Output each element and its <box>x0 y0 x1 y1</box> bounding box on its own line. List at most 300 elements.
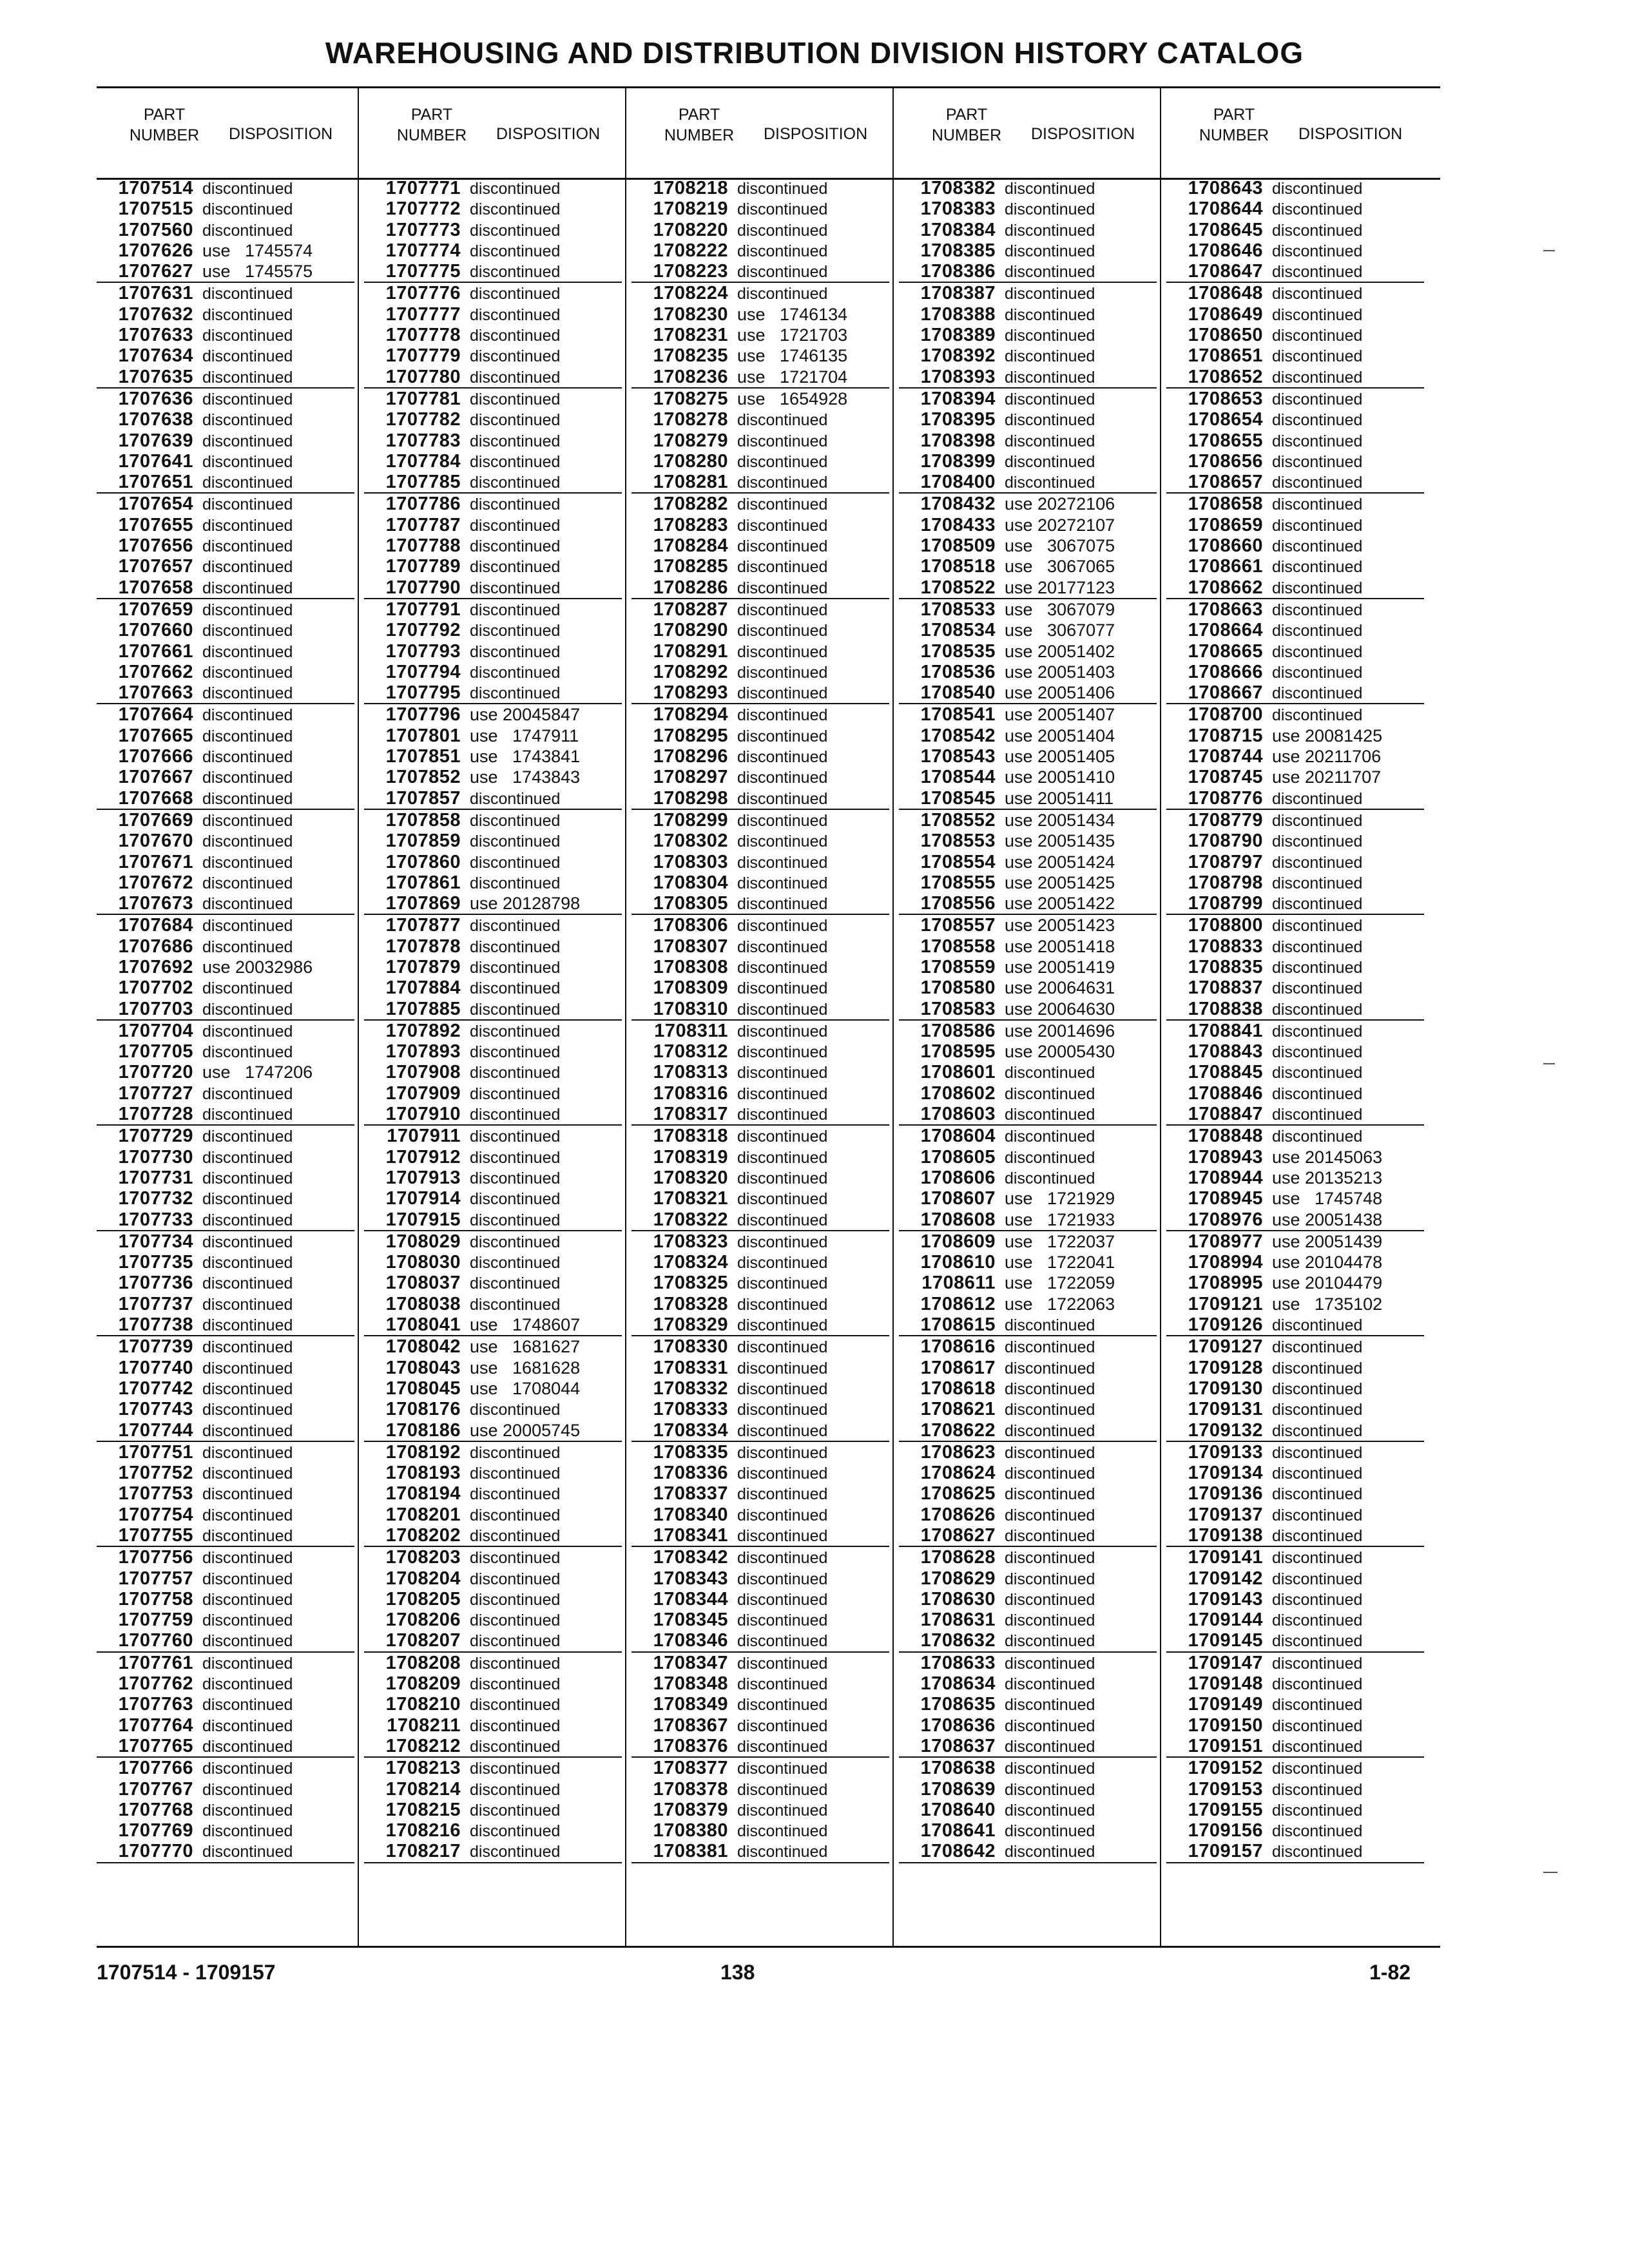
part-number: 1708231 <box>653 325 728 346</box>
part-number: 1708176 <box>385 1399 461 1420</box>
table-row <box>97 1231 354 1252</box>
disposition: discontinued <box>202 663 293 682</box>
disposition: use 1746134 <box>737 304 848 324</box>
table-row <box>1166 1463 1424 1483</box>
table-row <box>364 240 622 261</box>
part-number: 1708230 <box>653 303 728 325</box>
part-number: 1708038 <box>385 1293 461 1314</box>
table-row <box>631 788 889 810</box>
disposition: discontinued <box>1272 811 1363 830</box>
disposition: discontinued <box>1005 432 1095 450</box>
table-row <box>899 1715 1157 1736</box>
disposition: discontinued <box>1005 1654 1095 1673</box>
part-number: 1708557 <box>920 915 996 936</box>
disposition: discontinued <box>737 1064 828 1082</box>
part-number: 1708325 <box>653 1273 728 1294</box>
table-row <box>631 1147 889 1168</box>
table-row <box>631 831 889 851</box>
part-number: 1707911 <box>387 1126 461 1147</box>
disposition: discontinued <box>1272 622 1363 640</box>
disposition: discontinued <box>202 706 293 725</box>
disposition: discontinued <box>470 832 561 851</box>
part-number-header <box>383 104 480 146</box>
disposition: discontinued <box>737 601 828 619</box>
part-number: 1708292 <box>653 661 728 682</box>
table-row <box>631 1800 889 1820</box>
table-row <box>899 1062 1157 1082</box>
table-row <box>631 1694 889 1715</box>
part-number: 1707878 <box>385 936 461 957</box>
table-row <box>1166 283 1424 303</box>
table-row <box>899 1252 1157 1273</box>
disposition: use 1745574 <box>202 240 313 260</box>
part-number: 1707658 <box>118 577 193 598</box>
disposition: discontinued <box>1272 1465 1363 1483</box>
part-number: 1707720 <box>118 1062 193 1083</box>
table-row <box>97 345 354 366</box>
disposition: discontinued <box>737 1190 828 1209</box>
part-number: 1707654 <box>118 494 193 515</box>
table-row <box>899 872 1157 893</box>
disposition: discontinued <box>1272 1064 1363 1082</box>
table-row <box>364 220 622 240</box>
part-number: 1708294 <box>653 704 728 726</box>
part-number: 1708029 <box>385 1231 461 1252</box>
part-number: 1709157 <box>1188 1841 1263 1862</box>
table-row <box>899 430 1157 451</box>
disposition-header: DISPOSITION <box>1031 125 1135 143</box>
part-number: 1708583 <box>920 998 996 1019</box>
part-number: 1707758 <box>118 1588 193 1610</box>
part-number: 1708304 <box>653 872 728 893</box>
column-rows <box>899 178 1157 1863</box>
part-number: 1708846 <box>1188 1082 1263 1104</box>
table-row <box>631 1399 889 1419</box>
disposition: discontinued <box>202 895 293 914</box>
table-row <box>1166 1294 1424 1314</box>
part-number: 1708634 <box>920 1673 996 1695</box>
catalog-column <box>899 86 1163 1862</box>
part-number: 1708394 <box>920 388 996 409</box>
table-row <box>899 1231 1157 1252</box>
disposition: discontinued <box>202 1696 293 1715</box>
table-row <box>899 345 1157 366</box>
table-row <box>1166 1104 1424 1126</box>
table-row <box>631 1209 889 1231</box>
part-number: 1708037 <box>385 1273 461 1294</box>
table-row <box>631 1589 889 1610</box>
table-row <box>97 367 354 389</box>
part-number: 1708388 <box>920 303 996 325</box>
disposition: discontinued <box>470 642 561 661</box>
part-number: 1708615 <box>920 1314 996 1336</box>
part-number: 1708649 <box>1188 303 1263 325</box>
part-number: 1707634 <box>118 345 193 367</box>
disposition: discontinued <box>1272 706 1363 725</box>
part-number: 1709150 <box>1188 1715 1263 1736</box>
table-row <box>97 1694 354 1715</box>
part-number: 1708323 <box>653 1231 728 1252</box>
disposition: discontinued <box>1005 1485 1095 1504</box>
part-number: 1708666 <box>1188 661 1263 682</box>
table-row <box>899 957 1157 977</box>
table-row <box>1166 1568 1424 1589</box>
part-header-line1: PART <box>143 106 186 124</box>
table-row <box>364 641 622 662</box>
table-row <box>1166 178 1424 198</box>
table-row <box>364 1420 622 1442</box>
disposition: discontinued <box>470 221 561 240</box>
table-row <box>899 178 1157 198</box>
part-number: 1707765 <box>118 1735 193 1756</box>
disposition: discontinued <box>737 1254 828 1273</box>
disposition: discontinued <box>1005 411 1095 430</box>
part-number: 1708533 <box>920 599 996 620</box>
disposition: discontinued <box>470 1527 561 1545</box>
table-row <box>97 535 354 556</box>
part-number: 1708290 <box>653 620 728 641</box>
disposition: discontinued <box>202 1190 293 1209</box>
part-number: 1707670 <box>118 831 193 852</box>
table-row <box>364 662 622 682</box>
table-row <box>631 999 889 1021</box>
table-row <box>1166 304 1424 325</box>
table-row <box>1166 1273 1424 1293</box>
part-number: 1707673 <box>118 893 193 914</box>
disposition: discontinued <box>470 1696 561 1715</box>
disposition: use 20272107 <box>1005 515 1115 535</box>
part-number: 1708654 <box>1188 409 1263 430</box>
table-row <box>631 767 889 787</box>
disposition: discontinued <box>202 1359 293 1378</box>
table-row <box>899 304 1157 325</box>
part-number: 1707631 <box>118 283 193 304</box>
table-row <box>899 1420 1157 1442</box>
table-row <box>899 220 1157 240</box>
table-row <box>97 1126 354 1146</box>
part-number-header <box>918 104 1015 146</box>
table-row <box>631 1820 889 1841</box>
disposition: discontinued <box>1005 1379 1095 1398</box>
table-row <box>364 1568 622 1589</box>
disposition: discontinued <box>470 917 561 936</box>
part-number: 1708610 <box>920 1252 996 1273</box>
column-divider <box>358 86 359 1946</box>
table-row <box>899 1399 1157 1419</box>
part-number: 1708336 <box>653 1463 728 1484</box>
table-row <box>631 957 889 977</box>
table-row <box>364 1820 622 1841</box>
table-row <box>899 1273 1157 1293</box>
part-number: 1708389 <box>920 325 996 346</box>
table-row <box>899 1630 1157 1652</box>
part-number: 1708298 <box>653 787 728 809</box>
table-row <box>899 1021 1157 1041</box>
part-number: 1708534 <box>920 620 996 641</box>
table-row <box>364 1841 622 1863</box>
disposition: discontinued <box>737 1379 828 1398</box>
disposition: discontinued <box>470 1401 561 1419</box>
disposition: discontinued <box>470 1675 561 1694</box>
margin-mark <box>1543 250 1555 251</box>
table-row <box>97 893 354 915</box>
disposition: discontinued <box>1272 1590 1363 1609</box>
disposition: discontinued <box>1005 1316 1095 1335</box>
part-number: 1707792 <box>385 620 461 641</box>
part-number: 1708217 <box>385 1841 461 1862</box>
disposition: discontinued <box>202 1379 293 1398</box>
part-number: 1707638 <box>118 409 193 430</box>
table-row <box>364 367 622 389</box>
part-number: 1708518 <box>920 556 996 577</box>
table-row <box>364 746 622 767</box>
disposition: discontinued <box>737 1506 828 1524</box>
disposition: discontinued <box>202 1527 293 1545</box>
disposition: use 20128798 <box>470 894 581 914</box>
part-number: 1707776 <box>385 283 461 304</box>
table-row <box>1166 1673 1424 1694</box>
part-number: 1708433 <box>920 514 996 535</box>
table-row <box>1166 535 1424 556</box>
part-number: 1707702 <box>118 977 193 999</box>
disposition: discontinued <box>1272 1485 1363 1504</box>
part-number: 1708556 <box>920 893 996 914</box>
part-number: 1707795 <box>385 682 461 704</box>
table-row <box>97 641 354 662</box>
disposition: discontinued <box>470 305 561 324</box>
table-row <box>364 1673 622 1694</box>
disposition: discontinued <box>470 347 561 366</box>
table-row <box>631 852 889 872</box>
disposition: discontinued <box>470 1716 561 1735</box>
disposition: use 1747911 <box>470 726 579 745</box>
table-row <box>1166 977 1424 998</box>
disposition: discontinued <box>202 1233 293 1251</box>
disposition: discontinued <box>470 474 561 492</box>
table-row <box>97 1841 354 1863</box>
part-number: 1707668 <box>118 787 193 809</box>
part-number: 1707514 <box>118 178 193 198</box>
part-number: 1708841 <box>1188 1020 1263 1041</box>
table-row <box>631 1336 889 1357</box>
part-number: 1708945 <box>1188 1188 1263 1209</box>
disposition: discontinued <box>202 221 293 240</box>
disposition: discontinued <box>1272 1443 1363 1462</box>
disposition: discontinued <box>470 432 561 450</box>
part-number: 1707762 <box>118 1673 193 1695</box>
part-number: 1708632 <box>920 1630 996 1651</box>
table-row <box>631 1547 889 1568</box>
part-number: 1708306 <box>653 915 728 936</box>
part-number: 1708316 <box>653 1082 728 1104</box>
part-number: 1707515 <box>118 198 193 220</box>
part-number: 1708660 <box>1188 535 1263 557</box>
table-row <box>97 451 354 472</box>
disposition: use 20014696 <box>1005 1021 1115 1041</box>
table-row <box>899 1800 1157 1820</box>
disposition: discontinued <box>1272 180 1363 198</box>
table-row <box>899 893 1157 915</box>
part-number: 1708380 <box>653 1820 728 1841</box>
table-row <box>1166 999 1424 1021</box>
disposition: discontinued <box>1005 474 1095 492</box>
table-row <box>631 556 889 577</box>
table-row <box>899 977 1157 998</box>
table-row <box>97 999 354 1021</box>
disposition: use 20272106 <box>1005 494 1115 514</box>
table-row <box>899 852 1157 872</box>
part-number: 1708208 <box>385 1652 461 1673</box>
table-row <box>364 1252 622 1273</box>
table-row <box>364 1758 622 1778</box>
table-row <box>1166 367 1424 389</box>
table-row <box>899 283 1157 303</box>
table-row <box>631 977 889 998</box>
part-number: 1709133 <box>1188 1441 1263 1463</box>
disposition: discontinued <box>1272 579 1363 597</box>
part-number: 1707744 <box>118 1419 193 1441</box>
table-row <box>364 1463 622 1483</box>
disposition: use 1722063 <box>1005 1294 1115 1314</box>
table-row <box>97 831 354 851</box>
disposition: discontinued <box>1272 1128 1363 1146</box>
table-row <box>1166 1336 1424 1357</box>
table-row <box>364 1273 622 1293</box>
part-number: 1708745 <box>1188 767 1263 788</box>
disposition: discontinued <box>737 537 828 556</box>
table-row <box>364 325 622 345</box>
table-row <box>1166 893 1424 915</box>
disposition: discontinued <box>1005 1443 1095 1462</box>
disposition: discontinued <box>202 432 293 450</box>
disposition: discontinued <box>470 1274 561 1293</box>
disposition: discontinued <box>202 769 293 787</box>
part-number: 1708376 <box>653 1735 728 1756</box>
table-row <box>364 872 622 893</box>
part-header-line2: NUMBER <box>931 126 1002 144</box>
part-number: 1708661 <box>1188 556 1263 577</box>
table-row <box>1166 345 1424 366</box>
part-number: 1708659 <box>1188 514 1263 535</box>
table-row <box>631 936 889 957</box>
part-number: 1708212 <box>385 1735 461 1756</box>
disposition: use 1743843 <box>470 767 581 787</box>
disposition: discontinued <box>202 411 293 430</box>
part-number: 1708302 <box>653 831 728 852</box>
table-row <box>631 1252 889 1273</box>
disposition: discontinued <box>202 495 293 514</box>
disposition: discontinued <box>737 1549 828 1568</box>
part-number: 1708299 <box>653 809 728 831</box>
table-row <box>1166 1589 1424 1610</box>
disposition: discontinued <box>202 327 293 345</box>
table-row <box>899 1758 1157 1778</box>
table-row <box>899 1378 1157 1399</box>
part-number: 1708621 <box>920 1399 996 1420</box>
table-row <box>631 304 889 325</box>
table-row <box>364 1610 622 1630</box>
part-number: 1708207 <box>385 1630 461 1651</box>
part-number: 1709143 <box>1188 1588 1263 1610</box>
disposition: discontinued <box>1272 390 1363 408</box>
part-number: 1707686 <box>118 936 193 957</box>
table-row <box>899 409 1157 430</box>
part-number: 1708558 <box>920 936 996 957</box>
disposition: discontinued <box>737 1675 828 1694</box>
part-header-line1: PART <box>678 106 720 124</box>
table-row <box>1166 1147 1424 1168</box>
part-number: 1707656 <box>118 535 193 557</box>
table-row <box>631 367 889 389</box>
table-row <box>899 556 1157 577</box>
table-row <box>1166 831 1424 851</box>
part-number: 1708312 <box>653 1041 728 1062</box>
disposition: discontinued <box>737 727 828 745</box>
disposition: discontinued <box>1272 1401 1363 1419</box>
table-row <box>1166 872 1424 893</box>
part-number: 1707667 <box>118 767 193 788</box>
table-row <box>97 1041 354 1062</box>
column-divider <box>892 86 894 1946</box>
disposition: discontinued <box>470 1169 561 1187</box>
table-row <box>899 788 1157 810</box>
disposition: discontinued <box>470 1590 561 1609</box>
table-row <box>97 1294 354 1314</box>
disposition: discontinued <box>470 1043 561 1062</box>
disposition: discontinued <box>1272 495 1363 514</box>
part-number: 1709137 <box>1188 1504 1263 1525</box>
part-number: 1708346 <box>653 1630 728 1651</box>
part-number: 1708337 <box>653 1483 728 1504</box>
part-number: 1708647 <box>1188 261 1263 282</box>
table-row <box>97 662 354 682</box>
part-number: 1708646 <box>1188 240 1263 261</box>
part-number: 1708541 <box>920 704 996 726</box>
disposition: discontinued <box>1005 242 1095 260</box>
table-row <box>1166 1630 1424 1652</box>
disposition: discontinued <box>202 1465 293 1483</box>
table-row <box>899 261 1157 283</box>
table-row <box>899 535 1157 556</box>
table-row <box>364 1294 622 1314</box>
table-row <box>364 726 622 746</box>
table-row <box>97 283 354 303</box>
table-row <box>631 1294 889 1314</box>
part-number: 1707773 <box>385 219 461 240</box>
table-row <box>899 1041 1157 1062</box>
disposition: discontinued <box>470 1443 561 1462</box>
disposition: discontinued <box>1272 452 1363 471</box>
disposition: use 20145063 <box>1272 1147 1383 1167</box>
table-row <box>364 430 622 451</box>
disposition: discontinued <box>202 1084 293 1103</box>
part-number: 1707791 <box>385 599 461 620</box>
disposition: discontinued <box>470 1506 561 1524</box>
table-row <box>364 304 622 325</box>
table-row <box>97 556 354 577</box>
part-number: 1709136 <box>1188 1483 1263 1504</box>
table-row <box>97 1336 354 1357</box>
part-number: 1708342 <box>653 1547 728 1568</box>
table-row <box>631 1041 889 1062</box>
part-number: 1708384 <box>920 219 996 240</box>
disposition: discontinued <box>1272 558 1363 577</box>
table-row <box>97 1358 354 1378</box>
part-number: 1708281 <box>653 472 728 493</box>
part-number: 1707869 <box>385 893 461 914</box>
disposition: discontinued <box>202 1106 293 1124</box>
part-number: 1708544 <box>920 767 996 788</box>
